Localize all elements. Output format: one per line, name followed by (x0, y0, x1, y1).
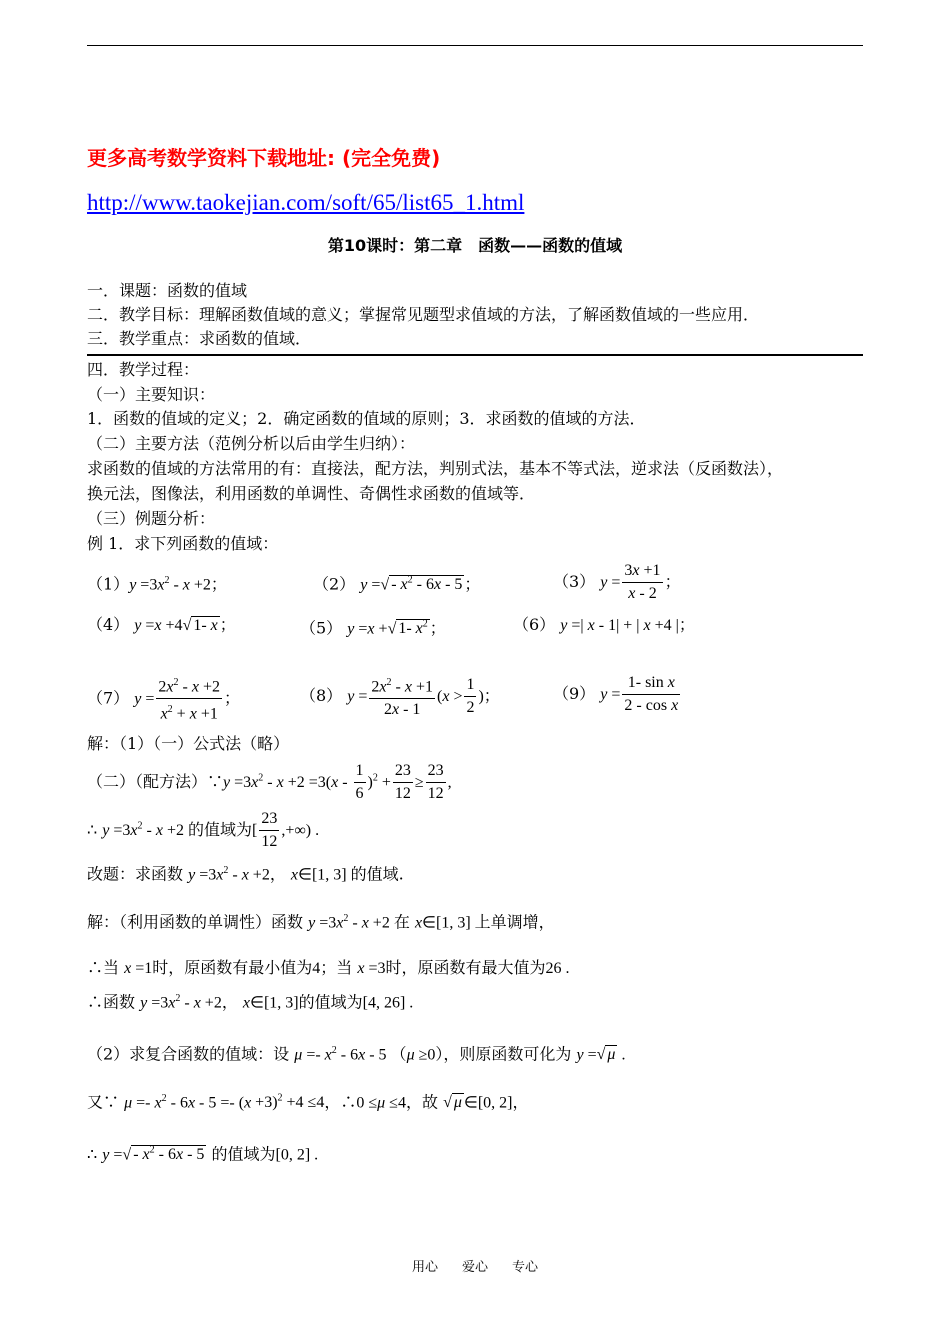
focus-line: 三．教学重点：求函数的值域． (87, 329, 312, 348)
header-rule (87, 45, 863, 46)
knowledge-body: 1．函数的值域的定义；2．确定函数的值域的原则；3．求函数的值域的方法． (87, 409, 646, 428)
problem-5: （5） y =x +√ 1- $x^2$ ； (300, 618, 446, 638)
footer-text-3: 专心 (512, 1260, 539, 1275)
function-range-line: ∴函数 $y =3x^2 - x +2$， x∈[1, 3]的值域为[4, 26] . (87, 992, 414, 1012)
problem-9: （9） y = $\frac{\text{1- sin x}}{\text{2 - cos x}}$ (553, 674, 679, 714)
footer (0, 1256, 950, 1275)
solution-2-line: （二）（配方法）∵y $=3x^2 - x +2 =3(x$ - $\frac{1}{6}$ )$^2$ + $\frac{23}{12}$ ≥ $\frac{23}{12}$ , (87, 762, 452, 802)
problem-6: （6） y =| x - 1| + | x +4 |； (513, 615, 695, 634)
topic-line: 一．课题：函数的值域 (87, 281, 248, 300)
problem-8: （8） y = $\frac{2x^2 - x +1}{2x - 1}$ (x > $\frac{1}{2}$ )； (300, 672, 500, 721)
page-title: 第10课时：第二章 函数——函数的值域 (327, 236, 623, 255)
problem-1: $(1)y =3x^2 - x +2$； (87, 574, 227, 594)
example-heading: （三）例题分析： (87, 509, 216, 528)
composite-line: （2）求复合函数的值域：设 $\mu =- x^2 - 6x - 5$ （μ ≥0），则原函数可化为 y =√ μ . (87, 1044, 626, 1064)
knowledge-heading: （一）主要知识： (87, 385, 216, 404)
download-link[interactable]: http://www.taokejian.com/soft/65/list65_1.html (87, 190, 525, 215)
bound-line: 又∵ $\mu =- x^2 - 6x - 5 =- (x +3)^2 +4 \le 4$，∴0 ≤μ ≤4，故 √ μ ∈[0, 2]， (87, 1092, 529, 1112)
method-body-1: 求函数的值域的方法常用的有：直接法，配方法，判别式法，基本不等式法，逆求法（反函数法）， (87, 459, 784, 478)
range-result-line: ∴ $y =3x^2 - x +2$ 的值域为[ $\frac{23}{12}$ ,+∞) . (87, 810, 320, 850)
problem-3: （3） y = $\frac{3x +1}{x - 2}$ ； (553, 562, 681, 602)
example-1-heading: 例 1．求下列函数的值域： (87, 534, 279, 553)
goal-line: 二．教学目标：理解函数值域的意义；掌握常见题型求值域的方法，了解函数值域的一些应用． (87, 305, 760, 324)
final-range-line: ∴ y =√ - $x^2 - 6x - 5$ 的值域为[0, 2] . (87, 1144, 319, 1164)
problem-2: （2） y =√ - $x^2 - 6x - 5$ ； (313, 574, 481, 594)
solution-1: 解：（1）（一）公式法（略） (87, 734, 290, 753)
problem-4: （4） y =x +4√ 1- x ； (87, 615, 236, 634)
footer-text-1: 用心 (411, 1260, 438, 1275)
promo-text: 更多高考数学资料下载地址: (完全免费) (87, 146, 441, 170)
rewrite-line: 改题：求函数 $y =3x^2 - x +2$， x∈[1, 3] 的值域. (87, 864, 404, 884)
section-rule (87, 354, 863, 356)
footer-text-2: 爱心 (461, 1260, 488, 1275)
method-body-2: 换元法，图像法，利用函数的单调性、奇偶性求函数的值域等． (87, 484, 536, 503)
problem-7: （7） y = $\frac{2x^2 - x +2}{x^2 + x +1}$ ； (87, 672, 240, 726)
monotonic-line: 解：（利用函数的单调性）函数 $y =3x^2 - x +2$ 在 x∈[1, 3] 上单调增， (87, 912, 555, 932)
process-line: 四．教学过程： (87, 360, 200, 379)
min-max-line: ∴当 x =1时，原函数有最小值为4；当 x =3时，原函数有最大值为26 . (87, 958, 570, 977)
method-heading: （二）主要方法（范例分析以后由学生归纳）： (87, 434, 416, 453)
